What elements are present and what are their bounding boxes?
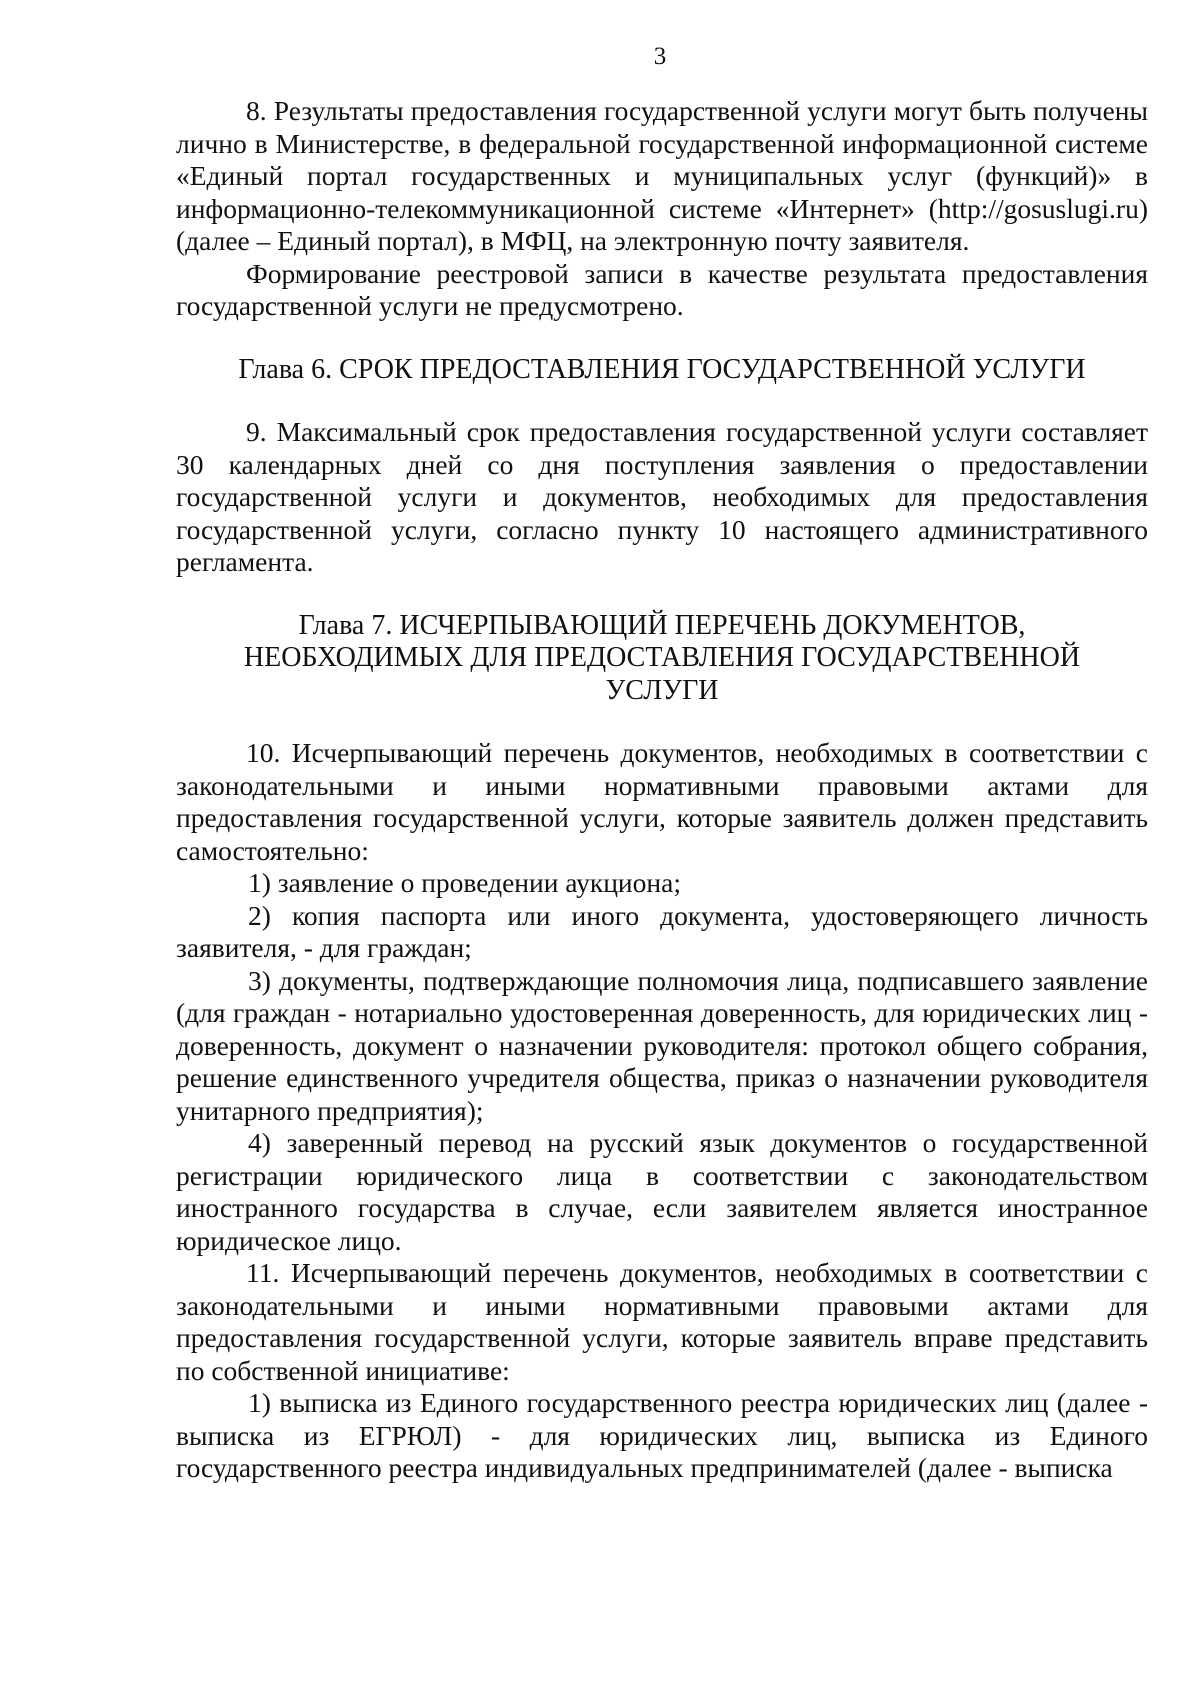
- paragraph-10-item-1: 1) заявление о проведении аукциона;: [248, 867, 681, 898]
- paragraph-11-item-1: 1) выписка из Единого государственного реестра юридических лиц (далее - выписка из ЕГРЮЛ) - для юридических лиц, выписка из Единого государственного реестра индивидуальных предпринимателей (далее - выписка: [176, 1387, 1148, 1483]
- paragraph-8: 8. Результаты предоставления государственной услуги могут быть получены лично в Министерстве, в федеральной государственной информационной системе «Единый портал государственных и муниципальных услуг (функций)» в информационно-телекоммуникационной системе «Интернет» (http://gosuslugi.ru) (далее – Единый портал), в МФЦ, на электронную почту заявителя.: [176, 95, 1148, 256]
- paragraph-10-item-4: 4) заверенный перевод на русский язык документов о государственной регистрации юридического лица в соответствии с законодательством иностранного государства в случае, если заявителем является иностранное юридическое лицо.: [176, 1127, 1148, 1256]
- page-number: 3: [653, 43, 667, 70]
- paragraph-10-item-2: 2) копия паспорта или иного документа, удостоверяющего личность заявителя, - для граждан;: [176, 899, 1148, 963]
- paragraph-11: 11. Исчерпывающий перечень документов, необходимых в соответствии с законодательными и иными нормативными правовыми актами для предоставления государственной услуги, которые заявитель вправе представить по собственной инициативе:: [176, 1257, 1148, 1386]
- paragraph-8-registry-note: Формирование реестровой записи в качестве результата предоставления государственной услуги не предусмотрено.: [176, 257, 1148, 321]
- chapter-6-heading: Глава 6. СРОК ПРЕДОСТАВЛЕНИЯ ГОСУДАРСТВЕННОЙ УСЛУГИ: [238, 353, 1086, 385]
- chapter-7-heading: [176, 610, 1148, 708]
- chapter-7-heading-line-3: УСЛУГИ: [605, 674, 719, 706]
- chapter-7-heading-line-1: Глава 7. ИСЧЕРПЫВАЮЩИЙ ПЕРЕЧЕНЬ ДОКУМЕНТОВ,: [298, 609, 1026, 641]
- paragraph-9: 9. Максимальный срок предоставления государственной услуги составляет 30 календарных дней со дня поступления заявления о предоставлении государственной услуги и документов, необходимых для предоставления государственной услуги, согласно пункту 10 настоящего административного регламента.: [176, 416, 1148, 577]
- chapter-7-heading-line-2: НЕОБХОДИМЫХ ДЛЯ ПРЕДОСТАВЛЕНИЯ ГОСУДАРСТВЕННОЙ: [243, 642, 1081, 673]
- document-body: [176, 95, 1148, 1485]
- paragraph-10: 10. Исчерпывающий перечень документов, необходимых в соответствии с законодательными и иными нормативными правовыми актами для предоставления государственной услуги, которые заявитель должен представить самостоятельно:: [176, 737, 1148, 866]
- paragraph-10-item-3: 3) документы, подтверждающие полномочия лица, подписавшего заявление (для граждан - нотариально удостоверенная доверенность, для юридических лиц - доверенность, документ о назначении руководителя: протокол общего собрания, решение единственного учредителя общества, приказ о назначении руководителя унитарного предприятия);: [176, 964, 1148, 1126]
